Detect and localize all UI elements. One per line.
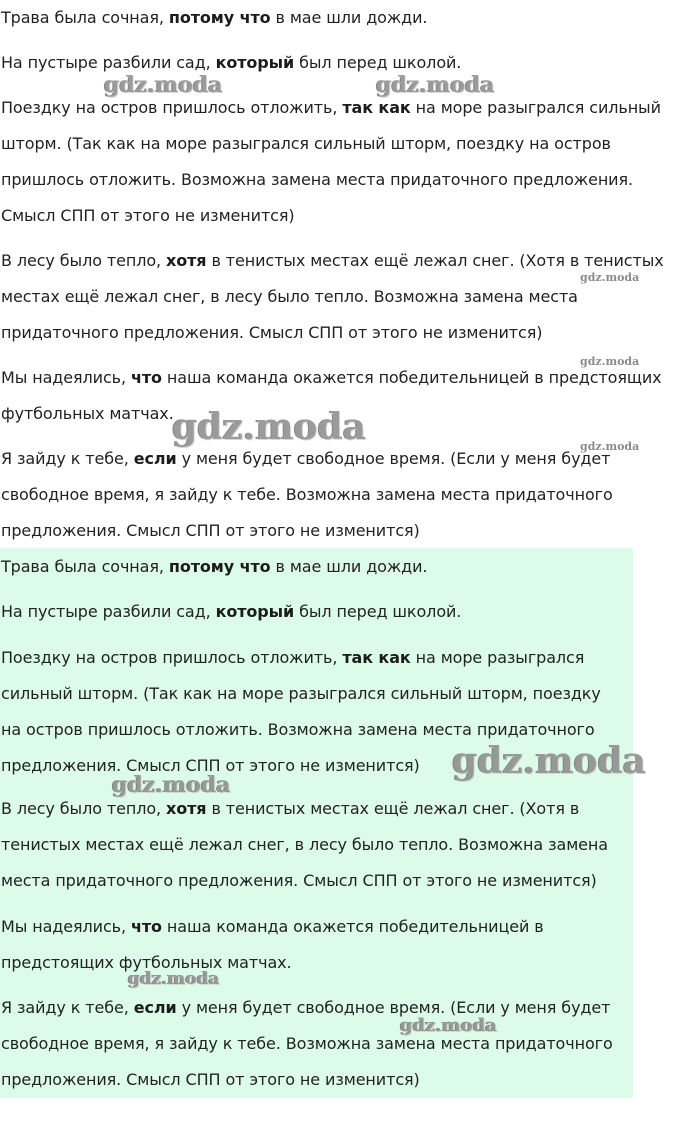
conjunction: который (215, 602, 295, 621)
conjunction: так как (342, 648, 411, 667)
sentence-paragraph: Мы надеялись, что наша команда окажется победительницей в предстоящих футбольных матчах. (1, 368, 662, 423)
sentence-paragraph: На пустыре разбили сад, который был перед школой. (1, 602, 462, 621)
conjunction: если (133, 998, 177, 1017)
conjunction: если (133, 449, 177, 468)
watermark-logo: gdz.moda (400, 1015, 497, 1036)
sentence-paragraph: Мы надеялись, что наша команда окажется победительницей в предстоящих футбольных матчах. (1, 917, 544, 972)
sentence-paragraph: В лесу было тепло, хотя в тенистых местах ещё лежал снег. (Хотя в тенистых местах ещё лежал снег, в лесу было тепло. Возможна замена места придаточного предложения. Смысл СПП от этого не изменится) (1, 799, 608, 890)
sentence-paragraph: Трава была сочная, потому что в мае шли дожди. (1, 557, 428, 576)
conjunction: так как (342, 98, 411, 117)
conjunction: хотя (166, 799, 207, 818)
conjunction: что (130, 917, 162, 936)
sentence-paragraph: На пустыре разбили сад, который был перед школой. (1, 53, 462, 72)
watermark-logo: gdz.moda (376, 72, 495, 98)
watermark-logo: gdz.moda (452, 740, 646, 782)
conjunction: что (130, 368, 162, 387)
sentence-paragraph: Трава была сочная, потому что в мае шли дожди. (1, 8, 428, 27)
sentence-paragraph: В лесу было тепло, хотя в тенистых местах ещё лежал снег. (Хотя в тенистых местах ещё лежал снег, в лесу было тепло. Возможна замена места придаточного предложения. Смысл СПП от этого не изменится) (1, 251, 664, 342)
watermark-logo: gdz.moda (580, 355, 640, 368)
conjunction: потому что (168, 8, 271, 27)
watermark-logo: gdz.moda (128, 969, 220, 989)
conjunction: который (215, 53, 295, 72)
watermark-logo: gdz.moda (580, 440, 640, 453)
conjunction: потому что (168, 557, 271, 576)
sentence-paragraph: Я зайду к тебе, если у меня будет свободное время. (Если у меня будет свободное время, я зайду к тебе. Возможна замена места придаточного предложения. Смысл СПП от этого не изменится) (1, 998, 613, 1089)
watermark-logo: gdz.moda (580, 271, 640, 284)
sentence-paragraph: Поездку на остров пришлось отложить, так как на море разыгрался сильный шторм. (Так как на море разыгрался сильный шторм, поездку на остров пришлось отложить. Возможна замена места придаточного предложения. Смысл СПП от этого не изменится) (1, 98, 661, 225)
watermark-logo: gdz.moda (104, 72, 223, 98)
watermark-logo: gdz.moda (172, 406, 366, 448)
sentence-paragraph: Я зайду к тебе, если у меня будет свободное время. (Если у меня будет свободное время, я зайду к тебе. Возможна замена места придаточного предложения. Смысл СПП от этого не изменится) (1, 449, 613, 540)
conjunction: хотя (166, 251, 207, 270)
sentence-paragraph: Поездку на остров пришлось отложить, так как на море разыгрался сильный шторм. (Так как на море разыгрался сильный шторм, поездку на остров пришлось отложить. Возможна замена места придаточного предложения. Смысл СПП от этого не изменится) (1, 648, 601, 775)
watermark-logo: gdz.moda (112, 772, 231, 798)
